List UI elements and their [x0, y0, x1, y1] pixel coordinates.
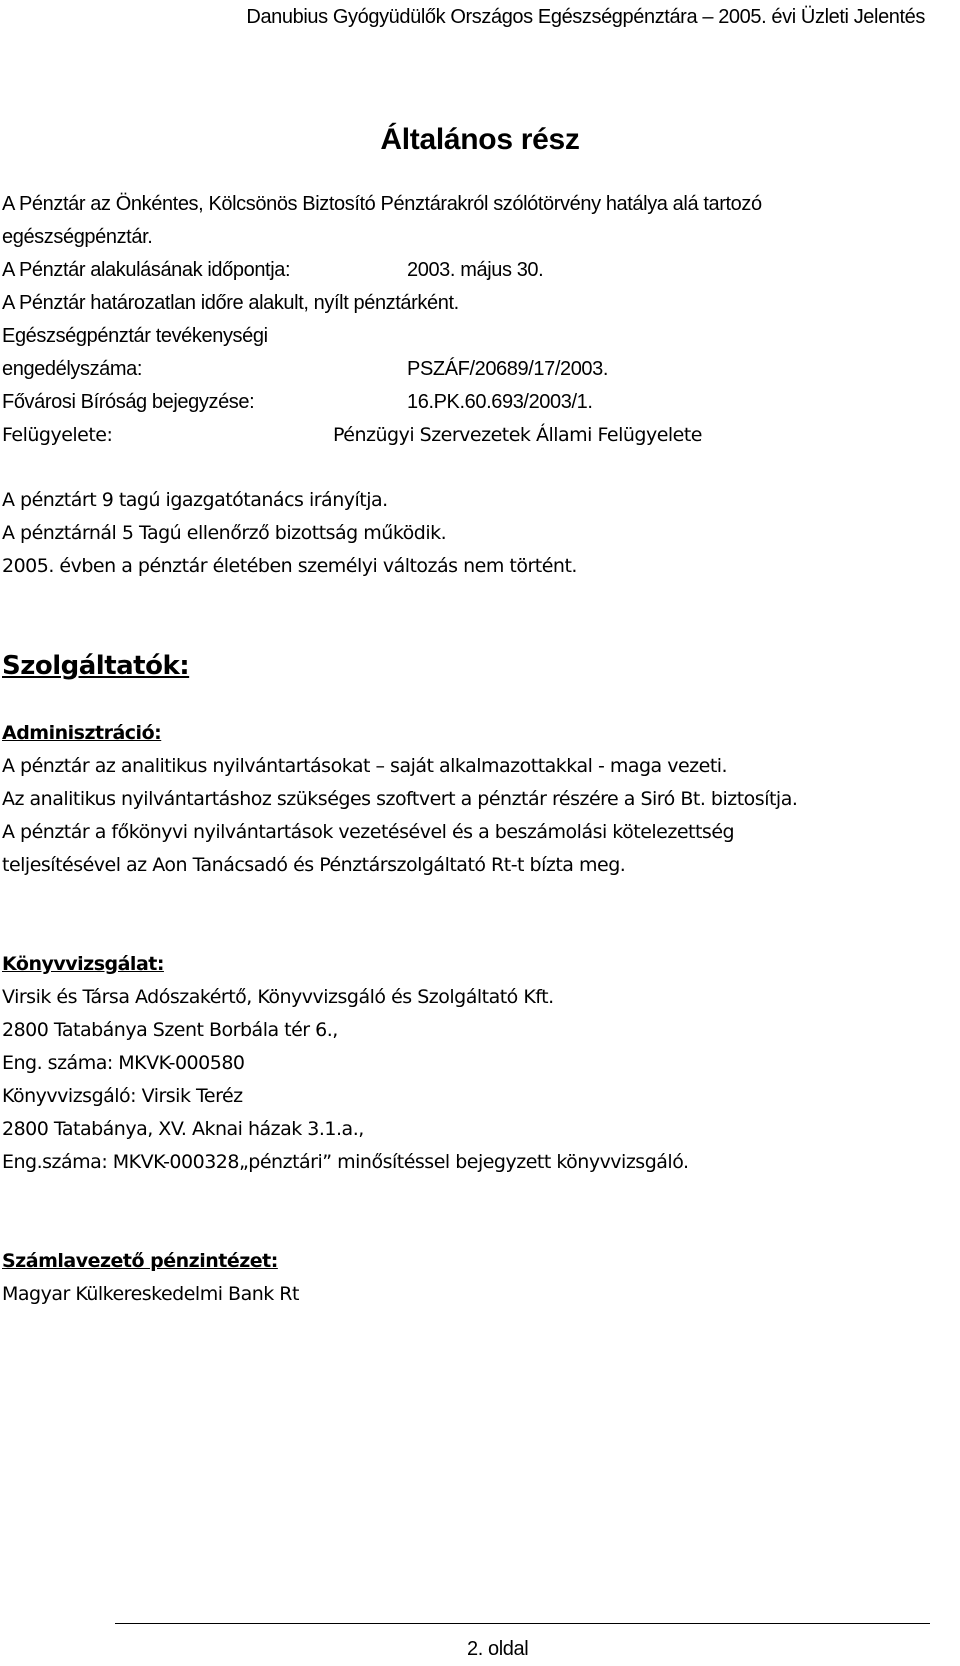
page-title: Általános rész	[380, 123, 580, 156]
audit-line-1: Virsik és Társa Adószakértő, Könyvvizsgáló és Szolgáltató Kft.	[2, 986, 554, 1008]
audit-line-4: Könyvvizsgáló: Virsik Teréz	[2, 1085, 243, 1107]
providers-heading: Szolgáltatók:	[2, 651, 190, 681]
intro-line-2: egészségpénztár.	[2, 226, 153, 248]
founding-label: A Pénztár alakulásának időpontja:	[2, 259, 291, 281]
personnel-text: 2005. évben a pénztár életében személyi változás nem történt.	[2, 555, 577, 577]
admin-line-3: A pénztár a főkönyvi nyilvántartások vezetésével és a beszámolási kötelezettség	[2, 821, 735, 843]
bank-heading: Számlavezető pénzintézet:	[2, 1250, 278, 1272]
admin-line-1: A pénztár az analitikus nyilvántartásokat – saját alkalmazottakkal - maga vezeti.	[2, 755, 728, 777]
license-label-line-2: engedélyszáma:	[2, 358, 143, 380]
board-text: A pénztárt 9 tagú igazgatótanács irányítja.	[2, 489, 388, 511]
audit-line-2: 2800 Tatabánya Szent Borbála tér 6.,	[2, 1019, 338, 1041]
license-label-line-1: Egészségpénztár tevékenységi	[2, 325, 268, 347]
supervision-value: Pénzügyi Szervezetek Állami Felügyelete	[333, 424, 702, 446]
admin-line-2: Az analitikus nyilvántartáshoz szükséges szoftvert a pénztár részére a Siró Bt. biztosítja.	[2, 788, 798, 810]
audit-committee-text: A pénztárnál 5 Tagú ellenőrző bizottság működik.	[2, 522, 447, 544]
page-header: Danubius Gyógyüdülők Országos Egészségpénztára – 2005. évi Üzleti Jelentés	[246, 6, 925, 28]
audit-line-5: 2800 Tatabánya, XV. Aknai házak 3.1.a.,	[2, 1118, 364, 1140]
founding-value: 2003. május 30.	[407, 259, 544, 281]
audit-line-6: Eng.száma: MKVK-000328„pénztári” minősítéssel bejegyzett könyvvizsgáló.	[2, 1151, 689, 1173]
admin-line-4: teljesítésével az Aon Tanácsadó és Pénztárszolgáltató Rt-t bízta meg.	[2, 854, 626, 876]
license-value: PSZÁF/20689/17/2003.	[407, 358, 609, 380]
court-value: 16.PK.60.693/2003/1.	[407, 391, 593, 413]
supervision-label: Felügyelete:	[2, 424, 113, 446]
court-label: Fővárosi Bíróság bejegyzése:	[2, 391, 255, 413]
bank-line-1: Magyar Külkereskedelmi Bank Rt	[2, 1283, 299, 1305]
footer-rule	[115, 1623, 930, 1624]
term-text: A Pénztár határozatlan időre alakult, nyílt pénztárként.	[2, 292, 459, 314]
admin-heading: Adminisztráció:	[2, 722, 162, 744]
intro-line-1: A Pénztár az Önkéntes, Kölcsönös Biztosító Pénztárakról szólótörvény hatálya alá tartozó	[2, 193, 762, 215]
page-number: 2. oldal	[467, 1638, 529, 1660]
audit-line-3: Eng. száma: MKVK-000580	[2, 1052, 245, 1074]
audit-heading: Könyvvizsgálat:	[2, 953, 164, 975]
